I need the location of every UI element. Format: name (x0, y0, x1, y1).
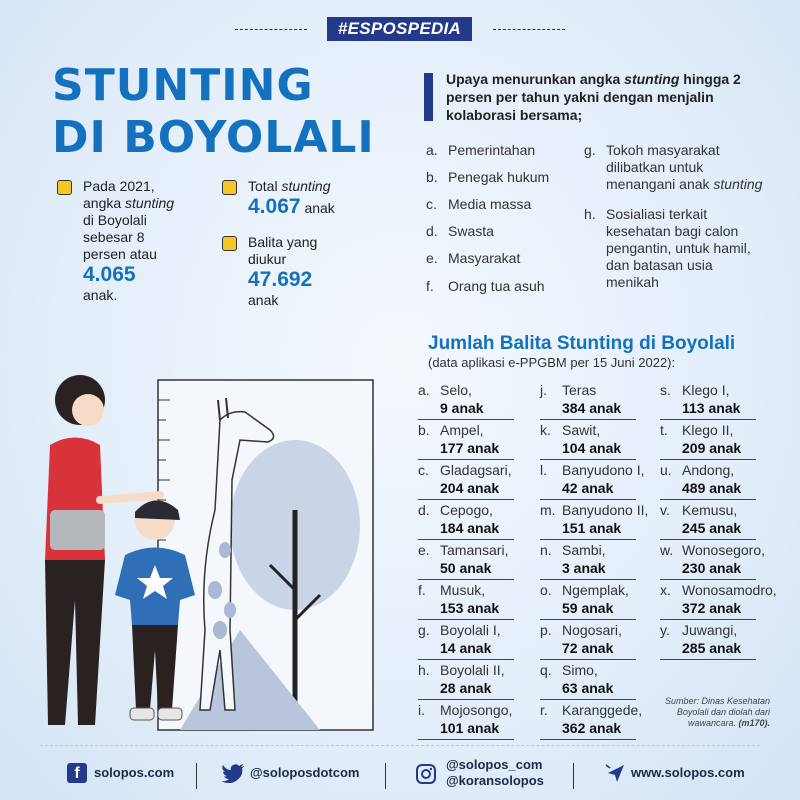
kecamatan-name: Sawit, (562, 422, 601, 438)
source-note: Sumber: Dinas Kesehatan Boyolali dan diolah dari wawancara. (m170). (664, 696, 770, 728)
kecamatan-count: 153 anak (440, 600, 500, 616)
instagram-link[interactable]: @solopos_com (446, 757, 543, 772)
kecamatan-name: Wonosegoro, (682, 542, 766, 558)
kecamatan-name: Banyudono I, (562, 462, 645, 478)
divider (660, 459, 756, 460)
website-link[interactable]: www.solopos.com (631, 765, 745, 780)
kecamatan-name: Wonosamodro, (682, 582, 777, 598)
divider (493, 29, 565, 30)
divider (540, 459, 636, 460)
stat-number: 4.065 (83, 263, 136, 286)
item-letter: w. (660, 542, 674, 558)
item-letter: a. (418, 382, 430, 398)
item-letter: j. (540, 382, 547, 398)
kecamatan-count: 72 anak (562, 640, 614, 656)
item-letter: s. (660, 382, 671, 398)
divider (660, 419, 756, 420)
kecamatan-name: Boyolali I, (440, 622, 501, 638)
kecamatan-count: 113 anak (682, 400, 741, 416)
divider (573, 763, 574, 789)
item-letter: o. (540, 582, 552, 598)
kecamatan-count: 3 anak (562, 560, 606, 576)
kecamatan-count: 59 anak (562, 600, 614, 616)
kecamatan-name: Nogosari, (562, 622, 622, 638)
stat-total (248, 178, 335, 219)
kecamatan-name: Simo, (562, 662, 598, 678)
stat-text: Total (248, 178, 282, 194)
kecamatan-count: 204 anak (440, 480, 500, 496)
hashtag-banner (315, 15, 485, 43)
divider (540, 659, 636, 660)
kecamatan-count: 230 anak (682, 560, 742, 576)
item-letter: k. (540, 422, 551, 438)
illustration (20, 360, 390, 740)
kecamatan-count: 489 anak (682, 480, 742, 496)
stat-number: 47.692 (248, 268, 313, 291)
item-letter: g. (418, 622, 430, 638)
stat-balita (248, 234, 317, 309)
item-letter: p. (540, 622, 552, 638)
item-letter: h. (418, 662, 430, 678)
stat-text: persen atau (83, 246, 157, 262)
divider (418, 659, 514, 660)
kecamatan-name: Andong, (682, 462, 735, 478)
divider (418, 539, 514, 540)
item-letter: u. (660, 462, 672, 478)
list-item: h. Sosialiasi terkait kesehatan bagi calon pengantin, untuk hamil, dan batasan usia menikah (584, 206, 751, 290)
divider (540, 579, 636, 580)
kecamatan-count: 362 anak (562, 720, 622, 736)
divider (235, 29, 307, 30)
kecamatan-count: 177 anak (440, 440, 500, 456)
item-letter: x. (660, 582, 671, 598)
stat-unit: anak (248, 292, 279, 308)
item-letter: n. (540, 542, 552, 558)
divider (418, 619, 514, 620)
kecamatan-name: Selo, (440, 382, 472, 398)
item-letter: l. (540, 462, 547, 478)
kecamatan-count: 104 anak (562, 440, 622, 456)
divider (418, 579, 514, 580)
kecamatan-name: Musuk, (440, 582, 486, 598)
cursor-icon (604, 763, 626, 785)
item-letter: y. (660, 622, 670, 638)
kecamatan-count: 101 anak (440, 720, 500, 736)
list-item: d. Swasta (426, 223, 494, 239)
kecamatan-count: 384 anak (562, 400, 622, 416)
divider (540, 419, 636, 420)
kecamatan-name: Sambi, (562, 542, 606, 558)
item-letter: v. (660, 502, 670, 518)
stat-number: 4.067 (248, 195, 301, 218)
item-letter: b. (418, 422, 430, 438)
item-letter: c. (418, 462, 429, 478)
kecamatan-count: 14 anak (440, 640, 492, 656)
kecamatan-count: 209 anak (682, 440, 742, 456)
item-letter: t. (660, 422, 668, 438)
kecamatan-name: Kemusu, (682, 502, 738, 518)
divider (660, 539, 756, 540)
divider (540, 619, 636, 620)
list-item: a. Pemerintahan (426, 142, 536, 158)
instagram-link[interactable]: @koransolopos (446, 773, 544, 788)
divider (540, 499, 636, 500)
instagram-icon (416, 764, 436, 784)
kecamatan-name: Tamansari, (440, 542, 509, 558)
facebook-icon: f (67, 763, 87, 783)
divider (660, 619, 756, 620)
stat-text: Balita yang (248, 234, 318, 250)
hashtag-label: #ESPOSPEDIA (327, 17, 472, 41)
stat-text: stunting (125, 195, 175, 211)
item-letter: i. (418, 702, 425, 718)
stat-text: Pada 2021, (83, 178, 155, 194)
kecamatan-name: Karanggede, (562, 702, 643, 718)
kecamatan-count: 245 anak (682, 520, 742, 536)
kecamatan-name: Juwangi, (682, 622, 738, 638)
stat-unit: anak (304, 200, 335, 216)
list-item: b. Penegak hukum (426, 169, 550, 185)
stat-text: angka (83, 195, 126, 211)
list-item: e. Masyarakat (426, 250, 521, 266)
list-item: c. Media massa (426, 196, 532, 212)
intro-text: Upaya menurunkan angka stunting hingga 2 persen per tahun yakni dengan menjalin kolaborasi bersama; (446, 71, 741, 123)
divider (540, 699, 636, 700)
item-letter: q. (540, 662, 552, 678)
kecamatan-name: Ngemplak, (562, 582, 629, 598)
item-letter: f. (418, 582, 426, 598)
divider (418, 499, 514, 500)
stat-text: diukur (248, 251, 287, 267)
kecamatan-name: Cepogo, (440, 502, 493, 518)
divider (418, 419, 514, 420)
kecamatan-name: Gladagsari, (440, 462, 512, 478)
kecamatan-count: 285 anak (682, 640, 742, 656)
section-title: Jumlah Balita Stunting di Boyolali (428, 333, 736, 354)
kecamatan-name: Banyudono II, (562, 502, 649, 518)
divider (660, 499, 756, 500)
accent-bar (424, 73, 433, 121)
stat-text: stunting (281, 178, 331, 194)
divider (196, 763, 197, 789)
list-item: g. Tokoh masyarakat dilibatkan untuk menangani anak stunting (584, 142, 763, 192)
stat-text: di Boyolali (83, 212, 147, 228)
list-item: f. Orang tua asuh (426, 278, 545, 294)
kecamatan-name: Klego II, (682, 422, 734, 438)
item-letter: d. (418, 502, 430, 518)
stat-pada-2021 (83, 178, 174, 304)
twitter-icon (221, 763, 245, 783)
divider (418, 739, 514, 740)
divider (40, 745, 760, 746)
item-letter: e. (418, 542, 430, 558)
kecamatan-count: 42 anak (562, 480, 614, 496)
divider (385, 763, 386, 789)
kecamatan-name: Teras (562, 382, 597, 398)
kecamatan-name: Boyolali II, (440, 662, 505, 678)
title-line-1: STUNTING (52, 60, 314, 111)
page-title (52, 60, 375, 164)
kecamatan-name: Ampel, (440, 422, 484, 438)
item-letter: m. (540, 502, 556, 518)
kecamatan-count: 63 anak (562, 680, 614, 696)
kecamatan-count: 151 anak (562, 520, 622, 536)
bullet-icon (222, 236, 237, 251)
divider (540, 539, 636, 540)
twitter-link[interactable]: @solopos​dotcom (250, 765, 360, 780)
facebook-link[interactable]: solopos.com (94, 765, 175, 780)
bullet-icon (57, 180, 72, 195)
stat-unit: anak. (83, 287, 118, 303)
kecamatan-count: 184 anak (440, 520, 500, 536)
kecamatan-count: 50 anak (440, 560, 492, 576)
section-subtitle: (data aplikasi e-PPGBM per 15 Juni 2022): (428, 355, 676, 370)
divider (660, 579, 756, 580)
item-letter: r. (540, 702, 548, 718)
divider (418, 699, 514, 700)
kecamatan-count: 9 anak (440, 400, 484, 416)
divider (418, 459, 514, 460)
title-line-2: DI BOYOLALI (52, 112, 375, 163)
kecamatan-count: 372 anak (682, 600, 742, 616)
kecamatan-name: Mojosongo, (440, 702, 513, 718)
divider (540, 739, 636, 740)
stat-text: sebesar 8 (83, 229, 145, 245)
kecamatan-count: 28 anak (440, 680, 492, 696)
bullet-icon (222, 180, 237, 195)
divider (660, 659, 756, 660)
kecamatan-name: Klego I, (682, 382, 730, 398)
